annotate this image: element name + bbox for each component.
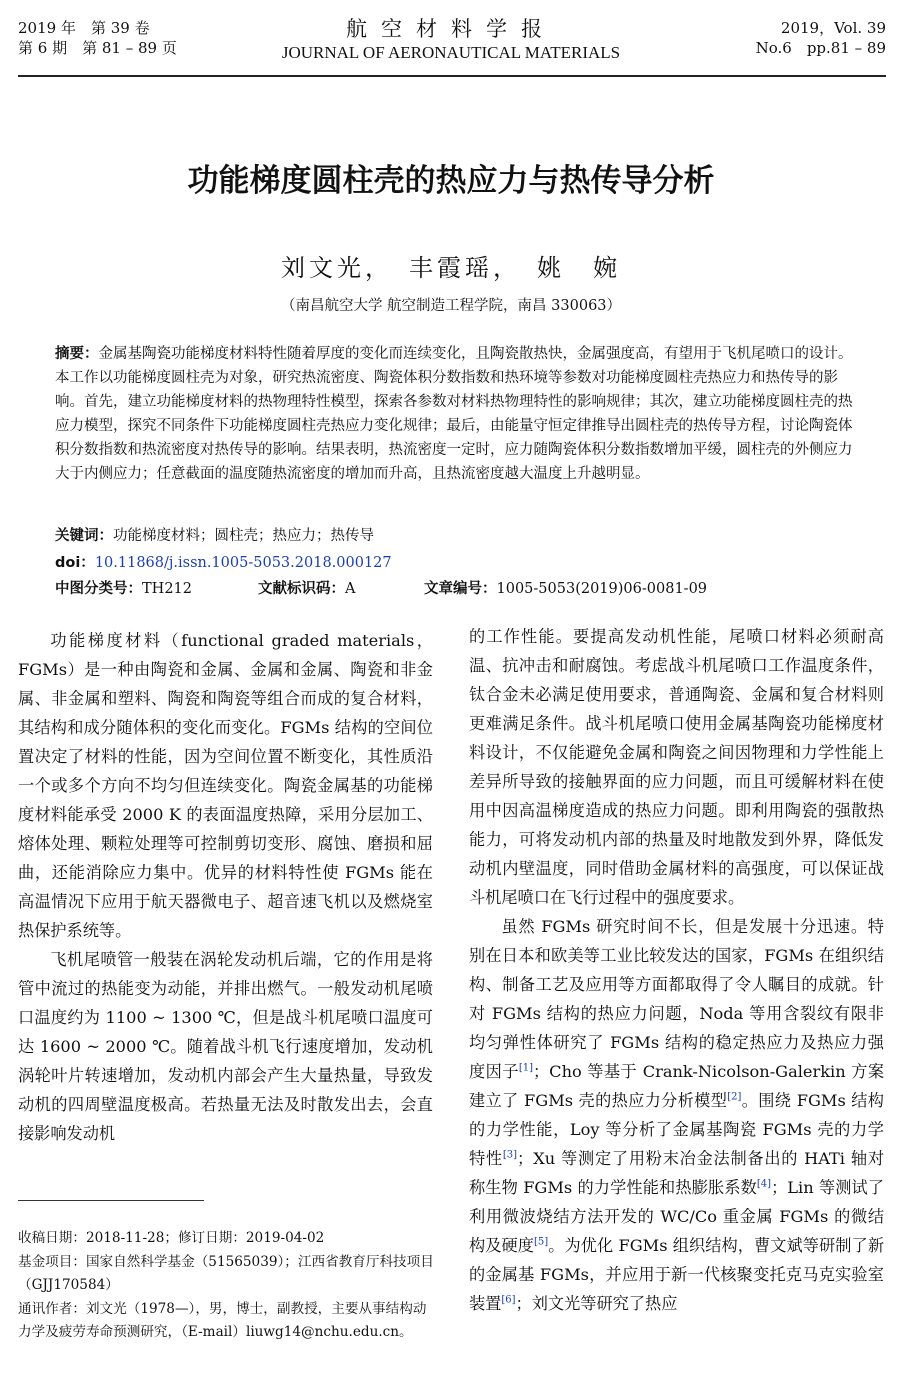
journal-name-en: JOURNAL OF AERONAUTICAL MATERIALS — [281, 43, 621, 62]
paragraph: 的工作性能。要提高发动机性能，尾喷口材料必须耐高温、抗冲击和耐腐蚀。考虑战斗机尾喷口工作温度条件，钛合金未必满足使用要求，普通陶瓷、金属和复合材料则更难满足条件。战斗机尾喷口使用金属基陶瓷功能梯度材料设计，不仅能避免金属和陶瓷之间因物理和力学性能上差异所导致的接触界面的应力问题，而且可缓解材料在使用中因高温梯度造成的热应力问题。即利用陶瓷的强散热能力，可将发动机内部的热量及时地散发到外界，降低发动机内壁温度，同时借助金属材料的高强度，可以保证战斗机尾喷口在飞行过程中的强度要求。 — [469, 627, 884, 907]
abstract — [55, 342, 855, 486]
doc-code-label: 文献标识码： — [258, 581, 345, 597]
paragraph-text: 。围绕 FGMs 结构的力学性能，Loy 等分析了金属基陶瓷 FGMs 壳的力学特性 — [469, 1091, 884, 1168]
volume-line-en: 2019，Vol. 39 — [780, 19, 886, 37]
header-divider — [18, 75, 886, 77]
citation-ref[interactable]: [4] — [756, 1178, 772, 1190]
citation-ref[interactable]: [3] — [502, 1149, 518, 1161]
abstract-label: 摘要： — [55, 346, 99, 362]
footnote — [18, 1227, 436, 1345]
correspondence-info: 通讯作者：刘文光（1978—），男，博士，副教授，主要从事结构动力学及疲劳寿命预测研究，（E-mail）liuwg14@nchu.edu.cn。 — [18, 1300, 427, 1340]
doi — [55, 551, 392, 572]
journal-name-cn: 航空材料学报 — [346, 17, 556, 41]
issue-pages-line: 第 6 期 第 81 – 89 页 — [18, 39, 177, 57]
citation-ref[interactable]: [2] — [727, 1091, 742, 1103]
paragraph-text: ；Cho 等基于 Crank-Nicolson-Galerkin 方案建立了 FGMs 壳的热应力分析模型 — [469, 1062, 885, 1110]
citation-ref[interactable]: [5] — [534, 1236, 549, 1248]
article-affiliation: （南昌航空大学 航空制造工程学院，南昌 330063） — [280, 298, 622, 314]
paragraph-text: 。为优化 FGMs 组织结构，曹文斌等研制了新的金属基 FGMs，并应用于新一代核聚变托克马克实验室装置 — [469, 1236, 885, 1313]
footnote-divider — [18, 1200, 204, 1201]
journal-volume-info-en — [756, 18, 886, 58]
clc-value: TH212 — [142, 581, 192, 597]
article-no-label: 文章编号： — [424, 581, 497, 597]
doi-label: doi： — [55, 555, 95, 571]
issue-pages-line-en: No.6 pp.81 – 89 — [755, 39, 886, 57]
abstract-text: 金属基陶瓷功能梯度材料特性随着厚度的变化而连续变化，且陶瓷散热快，金属强度高，有望用于飞机尾喷口的设计。本工作以功能梯度圆柱壳为对象，研究热流密度、陶瓷体积分数指数和热环境等参数对功能梯度圆柱壳热应力和热传导的影响。首先，建立功能梯度材料的热物理特性模型，探索各参数对材料热物理特性的影响规律；其次，建立功能梯度圆柱壳的热应力模型，探究不同条件下功能梯度圆柱壳热应力变化规律；最后，由能量守恒定律推导出圆柱壳的热传导方程，讨论陶瓷体积分数指数和热流密度对热传导的影响。结果表明，热流密度一定时，应力随陶瓷体积分数指数增加平缓，圆柱壳的外侧应力大于内侧应力；任意截面的温度随热流密度的增加而升高，且热流密度越大温度上升越明显。 — [55, 346, 853, 482]
document-code — [258, 577, 355, 598]
body-column-right — [469, 622, 884, 1318]
paragraph: 飞机尾喷管一般装在涡轮发动机后端，它的作用是将管中流过的热能变为动能，并排出燃气。一般发动机尾喷口温度约为 1100 ~ 1300 ℃，但是战斗机尾喷口温度可达 1600 ~ 2000 ℃。随着战斗机飞行速度增加，发动机涡轮叶片转速增加，发动机内部会产生大量热量，导致发动机的四周壁温度极高。若热量无法及时散发出去，会直接影响发动机 — [18, 950, 433, 1143]
paragraph-text: ；Xu 等测定了用粉末冶金法制备出的 HATi 轴对称生物 FGMs 的力学性能和热膨胀系数 — [469, 1149, 885, 1197]
paragraph-text: 虽然 FGMs 研究时间不长，但是发展十分迅速。特别在日本和欧美等工业比较发达的国家，FGMs 在组织结构、制备工艺及应用等方面都取得了令人瞩目的成就。针对 FGMs 结构的热应力问题，Noda 等用含裂纹有限非均匀弹性体研究了 FGMs 结构的稳定热应力及热应力强度因子 — [469, 917, 884, 1081]
doi-link[interactable]: 10.11868/j.issn.1005-5053.2018.000127 — [94, 555, 392, 571]
paragraph: 功能梯度材料（functional graded materials，FGMs）是一种由陶瓷和金属、金属和金属、陶瓷和非金属、非金属和塑料、陶瓷和陶瓷等组合而成的复合材料，其结构和成分随体积的变化而变化。FGMs 结构的空间位置决定了材料的性能，因为空间位置不断变化，其性质沿一个或多个方向不均匀但连续变化。陶瓷金属基的功能梯度材料能承受 2000 K 的表面温度热障，采用分层加工、熔体处理、颗粒处理等可控制剪切变形、腐蚀、磨损和屈曲，还能消除应力集中。优异的材料特性使 FGMs 能在高温情况下应用于航天器微电子、超音速飞机以及燃烧室热保护系统等。 — [18, 631, 433, 940]
paragraph-text: ；刘文光等研究了热应 — [515, 1294, 678, 1313]
keywords-text: 功能梯度材料；圆柱壳；热应力；热传导 — [113, 528, 374, 544]
article-no-value: 1005-5053(2019)06-0081-09 — [496, 581, 708, 597]
volume-line: 2019 年 第 39 卷 — [18, 19, 150, 37]
funding-info: 基金项目：国家自然科学基金（51565039）；江西省教育厅科技项目（GJJ170584） — [18, 1253, 434, 1293]
article-number — [424, 577, 707, 598]
clc-number — [55, 577, 192, 598]
article-title: 功能梯度圆柱壳的热应力与热传导分析 — [187, 163, 715, 199]
doc-code-value: A — [345, 581, 356, 597]
keywords-label: 关键词： — [55, 528, 113, 544]
paragraph-text: ；Lin 等测试了利用微波烧结方法开发的 WC/Co 重金属 FGMs 的微结构及硬度 — [469, 1178, 884, 1255]
received-date: 收稿日期：2018-11-28；修订日期：2019-04-02 — [18, 1230, 325, 1246]
citation-ref[interactable]: [6] — [501, 1294, 516, 1306]
paragraph — [469, 912, 884, 1318]
keywords — [55, 524, 374, 545]
article-authors: 刘文光， 丰霞瑶， 姚 婉 — [281, 254, 621, 282]
body-column-left — [18, 626, 433, 1148]
clc-label: 中图分类号： — [55, 581, 142, 597]
citation-ref[interactable]: [1] — [518, 1062, 533, 1074]
